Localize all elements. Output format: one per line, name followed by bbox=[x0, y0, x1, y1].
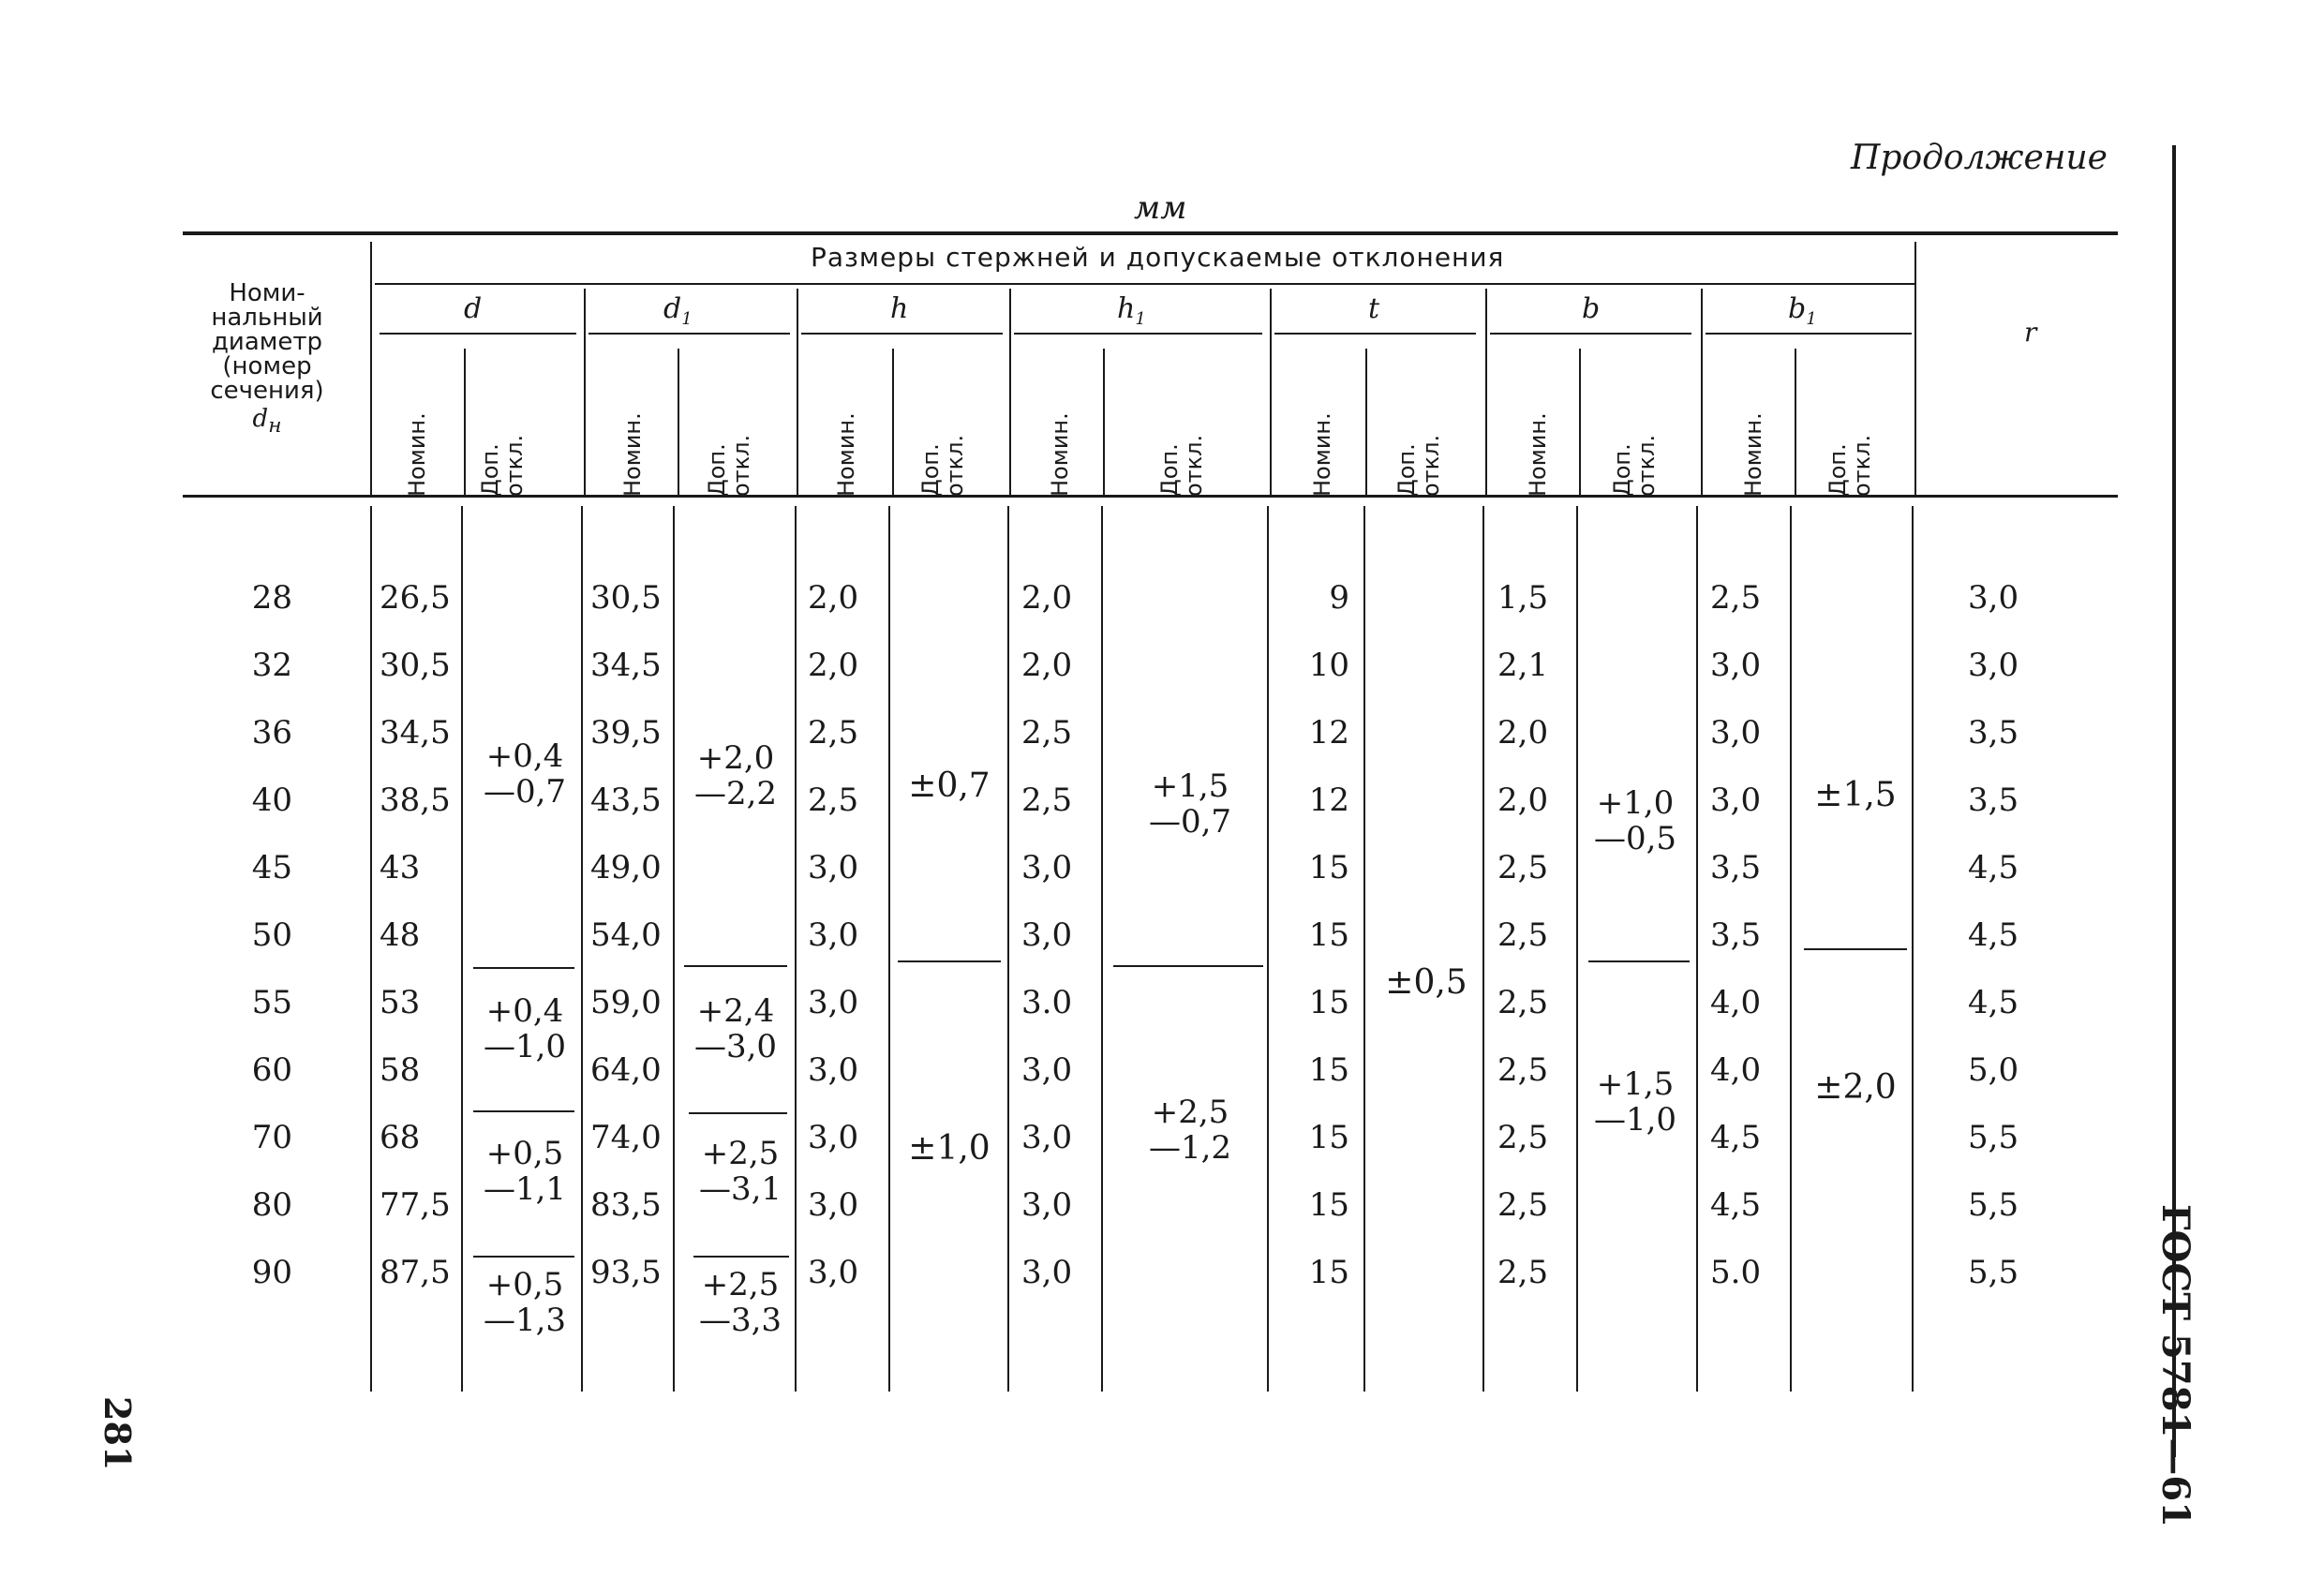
cell-t: 15 bbox=[1308, 916, 1349, 954]
grid-line bbox=[1485, 289, 1487, 495]
cell-t: 15 bbox=[1308, 1119, 1349, 1156]
grid-line bbox=[1795, 349, 1796, 495]
cell-dn: 90 bbox=[251, 1254, 292, 1291]
cell-dn: 70 bbox=[251, 1119, 292, 1156]
tol-d-4 bbox=[473, 1267, 576, 1338]
grid-line bbox=[464, 349, 466, 495]
grid-line bbox=[584, 289, 586, 495]
cell-t: 10 bbox=[1308, 647, 1349, 684]
group-rule bbox=[375, 283, 1916, 285]
tol-minus: —0,5 bbox=[1593, 820, 1677, 857]
cell-b1: 3,0 bbox=[1710, 647, 1762, 684]
tol-minus: —1,0 bbox=[483, 1028, 567, 1065]
cell-t: 12 bbox=[1308, 782, 1349, 819]
col-header-t bbox=[1368, 292, 1379, 325]
cell-d1: 59,0 bbox=[590, 984, 662, 1021]
tol-minus: —3,1 bbox=[698, 1170, 782, 1208]
tol-minus: —3,3 bbox=[698, 1302, 782, 1339]
grid-line bbox=[1267, 506, 1269, 1392]
cell-h1: 2,0 bbox=[1021, 579, 1073, 617]
cell-b: 2,0 bbox=[1497, 714, 1549, 752]
tol-b-1 bbox=[1584, 785, 1687, 856]
grid-line bbox=[1696, 506, 1698, 1392]
tol-t: ±0,5 bbox=[1385, 963, 1467, 1002]
subheader-nom: Номин. bbox=[833, 412, 859, 497]
subheader-nom: Номин. bbox=[619, 412, 646, 497]
cell-r: 3,5 bbox=[1968, 782, 2019, 819]
subheader-tol-line2: откл. bbox=[1849, 434, 1875, 497]
col-rule-h1 bbox=[1014, 333, 1262, 335]
cell-h1: 3,0 bbox=[1021, 1119, 1073, 1156]
cell-r: 3,5 bbox=[1968, 714, 2019, 752]
cell-d: 68 bbox=[380, 1119, 421, 1156]
col-rule-d bbox=[380, 333, 576, 335]
cell-b1: 4,0 bbox=[1710, 984, 1762, 1021]
cell-t: 15 bbox=[1308, 1254, 1349, 1291]
col-header-h1-sub: 1 bbox=[1135, 309, 1146, 329]
subheader-tol bbox=[478, 435, 527, 497]
subheader-tol-line1: Доп. bbox=[477, 443, 503, 497]
grid-line bbox=[370, 506, 372, 1392]
cell-h: 2,5 bbox=[808, 714, 859, 752]
cell-h: 3,0 bbox=[808, 1051, 859, 1089]
grid-line bbox=[888, 506, 890, 1392]
units-label: мм bbox=[1134, 189, 1187, 227]
tol-sep-d1-1 bbox=[684, 965, 787, 967]
cell-b: 2,5 bbox=[1497, 916, 1549, 954]
tol-h1-2 bbox=[1134, 1094, 1246, 1166]
tol-h1-1 bbox=[1134, 768, 1246, 840]
col-header-h1-sym: h bbox=[1117, 292, 1136, 325]
cell-dn: 80 bbox=[251, 1186, 292, 1224]
cell-h: 2,5 bbox=[808, 782, 859, 819]
col-header-d1-sym: d bbox=[663, 292, 682, 325]
cell-h1: 3,0 bbox=[1021, 1254, 1073, 1291]
tol-sep-b bbox=[1588, 960, 1690, 962]
cell-h: 3,0 bbox=[808, 1254, 859, 1291]
cell-b: 2,5 bbox=[1497, 1119, 1549, 1156]
cell-d1: 83,5 bbox=[590, 1186, 662, 1224]
cell-t: 9 bbox=[1329, 579, 1349, 617]
cell-dn: 55 bbox=[251, 984, 292, 1021]
continuation-label: Продолжение bbox=[1851, 139, 2108, 177]
cell-t: 15 bbox=[1308, 1186, 1349, 1224]
cell-b1: 3,5 bbox=[1710, 916, 1762, 954]
cell-d: 43 bbox=[380, 849, 421, 886]
tol-plus: +0,4 bbox=[485, 737, 564, 775]
grid-line bbox=[581, 506, 583, 1392]
cell-d1: 93,5 bbox=[590, 1254, 662, 1291]
col-header-d1 bbox=[663, 292, 693, 329]
tol-minus: —0,7 bbox=[483, 773, 567, 811]
cell-d: 53 bbox=[380, 984, 421, 1021]
cell-h1: 2,5 bbox=[1021, 782, 1073, 819]
table-top-rule bbox=[183, 231, 2118, 235]
tol-minus: —3,0 bbox=[693, 1028, 778, 1065]
cell-h: 3,0 bbox=[808, 1119, 859, 1156]
cell-t: 12 bbox=[1308, 714, 1349, 752]
cell-h: 2,0 bbox=[808, 579, 859, 617]
tol-plus: +1,5 bbox=[1151, 767, 1229, 805]
cell-r: 3,0 bbox=[1968, 579, 2019, 617]
nominal-column-title: Номи-нальный диаметр (номер сечения) bbox=[210, 279, 324, 405]
cell-b1: 5.0 bbox=[1710, 1254, 1762, 1291]
col-rule-b bbox=[1490, 333, 1691, 335]
tol-plus: +0,5 bbox=[485, 1266, 564, 1303]
tol-d-2 bbox=[473, 993, 576, 1064]
tol-d1-3 bbox=[689, 1136, 792, 1207]
subheader-tol bbox=[705, 435, 753, 497]
col-header-h1 bbox=[1117, 292, 1146, 329]
col-header-h bbox=[890, 292, 908, 325]
subheader-tol-line1: Доп. bbox=[704, 443, 730, 497]
col-rule-t bbox=[1274, 333, 1476, 335]
cell-h1: 3,0 bbox=[1021, 1186, 1073, 1224]
cell-h1: 2,0 bbox=[1021, 647, 1073, 684]
tol-plus: +2,5 bbox=[1151, 1094, 1229, 1131]
cell-b1: 3,5 bbox=[1710, 849, 1762, 886]
col-header-d-sym: d bbox=[464, 292, 483, 325]
tol-sep-d1-2 bbox=[689, 1112, 787, 1114]
subheader-tol-line2: откл. bbox=[1633, 434, 1660, 497]
subheader-nom: Номин. bbox=[1309, 412, 1335, 497]
nominal-symbol-sub: н bbox=[268, 414, 282, 439]
cell-r: 5,5 bbox=[1968, 1119, 2019, 1156]
subheader-nom: Номин. bbox=[1740, 412, 1766, 497]
grid-line bbox=[1914, 242, 1916, 495]
subheader-tol-line2: откл. bbox=[1418, 434, 1444, 497]
cell-t: 15 bbox=[1308, 1051, 1349, 1089]
cell-dn: 32 bbox=[251, 647, 292, 684]
tol-minus: —0,7 bbox=[1148, 803, 1232, 841]
cell-h1: 3,0 bbox=[1021, 916, 1073, 954]
subheader-tol-line2: откл. bbox=[1181, 434, 1207, 497]
col-header-b1-sym: b bbox=[1788, 292, 1807, 325]
tol-b1-1: ±1,5 bbox=[1814, 776, 1897, 814]
subheader-nom: Номин. bbox=[1047, 412, 1073, 497]
grid-line bbox=[1103, 349, 1105, 495]
tol-sep-d-2 bbox=[473, 1110, 574, 1112]
cell-b: 2,5 bbox=[1497, 1186, 1549, 1224]
grid-line bbox=[1101, 506, 1103, 1392]
col-rule-b1 bbox=[1706, 333, 1912, 335]
subheader-nom: Номин. bbox=[1525, 412, 1551, 497]
cell-b: 2,5 bbox=[1497, 849, 1549, 886]
col-header-h-sym: h bbox=[890, 292, 909, 325]
cell-h1: 3,0 bbox=[1021, 849, 1073, 886]
grid-line bbox=[1579, 349, 1581, 495]
tol-d-1 bbox=[473, 738, 576, 810]
col-header-d bbox=[464, 292, 482, 325]
cell-dn: 45 bbox=[251, 849, 292, 886]
subheader-tol bbox=[1157, 435, 1206, 497]
grid-line bbox=[1007, 506, 1009, 1392]
col-rule-d1 bbox=[588, 333, 790, 335]
tol-minus: —1,2 bbox=[1148, 1129, 1232, 1167]
cell-d1: 34,5 bbox=[590, 647, 662, 684]
cell-t: 15 bbox=[1308, 849, 1349, 886]
grid-line bbox=[1701, 289, 1703, 495]
col-header-t-sym: t bbox=[1368, 292, 1380, 325]
tol-sep-d-1 bbox=[473, 967, 574, 969]
cell-h: 2,0 bbox=[808, 647, 859, 684]
cell-d: 58 bbox=[380, 1051, 421, 1089]
col-rule-h bbox=[801, 333, 1003, 335]
cell-d: 87,5 bbox=[380, 1254, 451, 1291]
cell-b: 2,0 bbox=[1497, 782, 1549, 819]
tol-minus: —1,1 bbox=[483, 1170, 567, 1208]
grid-line bbox=[1363, 506, 1365, 1392]
tol-sep-h bbox=[898, 960, 1001, 962]
tol-sep-d1-3 bbox=[693, 1256, 789, 1258]
cell-r: 4,5 bbox=[1968, 984, 2019, 1021]
cell-b: 2,5 bbox=[1497, 1051, 1549, 1089]
grid-line bbox=[797, 289, 798, 495]
tol-minus: —2,2 bbox=[693, 775, 778, 812]
nominal-symbol: d bbox=[252, 405, 269, 433]
cell-b: 2,5 bbox=[1497, 1254, 1549, 1291]
tol-plus: +0,4 bbox=[485, 992, 564, 1030]
col-header-b bbox=[1582, 292, 1600, 325]
cell-dn: 40 bbox=[251, 782, 292, 819]
cell-d: 26,5 bbox=[380, 579, 451, 617]
tol-sep-h1 bbox=[1113, 965, 1263, 967]
cell-d: 34,5 bbox=[380, 714, 451, 752]
cell-d: 77,5 bbox=[380, 1186, 451, 1224]
cell-dn: 36 bbox=[251, 714, 292, 752]
cell-r: 5,5 bbox=[1968, 1186, 2019, 1224]
cell-h: 3,0 bbox=[808, 984, 859, 1021]
cell-r: 4,5 bbox=[1968, 916, 2019, 954]
cell-h: 3,0 bbox=[808, 849, 859, 886]
cell-h: 3,0 bbox=[808, 916, 859, 954]
tol-d1-1 bbox=[684, 740, 787, 811]
grid-line bbox=[795, 506, 797, 1392]
tol-plus: +1,0 bbox=[1596, 784, 1675, 822]
cell-d1: 64,0 bbox=[590, 1051, 662, 1089]
cell-b1: 2,5 bbox=[1710, 579, 1762, 617]
subheader-tol bbox=[918, 435, 967, 497]
col-header-b-sym: b bbox=[1582, 292, 1601, 325]
cell-r: 4,5 bbox=[1968, 849, 2019, 886]
cell-h1: 3,0 bbox=[1021, 1051, 1073, 1089]
tol-sep-d-3 bbox=[473, 1256, 574, 1258]
tol-minus: —1,0 bbox=[1593, 1101, 1677, 1139]
tol-sep-b1 bbox=[1804, 948, 1907, 950]
subheader-tol bbox=[1610, 435, 1659, 497]
subheader-tol-line2: откл. bbox=[728, 434, 754, 497]
tol-plus: +2,5 bbox=[701, 1266, 780, 1303]
group-title: Размеры стержней и допускаемые отклонения bbox=[811, 242, 1505, 273]
tol-h-2: ±1,0 bbox=[908, 1129, 991, 1168]
subheader-tol bbox=[1825, 435, 1874, 497]
cell-d1: 43,5 bbox=[590, 782, 662, 819]
tol-d-3 bbox=[473, 1136, 576, 1207]
tol-b1-2: ±2,0 bbox=[1814, 1068, 1897, 1107]
subheader-tol-line1: Доп. bbox=[917, 443, 944, 497]
cell-b1: 4,5 bbox=[1710, 1119, 1762, 1156]
cell-d1: 30,5 bbox=[590, 579, 662, 617]
cell-dn: 60 bbox=[251, 1051, 292, 1089]
grid-line bbox=[1270, 289, 1272, 495]
nominal-column-header bbox=[187, 281, 347, 439]
cell-dn: 50 bbox=[251, 916, 292, 954]
cell-dn: 28 bbox=[251, 579, 292, 617]
nominal-column-symbol bbox=[187, 407, 347, 439]
grid-line bbox=[1009, 289, 1011, 495]
subheader-tol-line1: Доп. bbox=[1393, 443, 1420, 497]
cell-h1: 2,5 bbox=[1021, 714, 1073, 752]
cell-b1: 3,0 bbox=[1710, 714, 1762, 752]
grid-line bbox=[1576, 506, 1578, 1392]
cell-b: 2,1 bbox=[1497, 647, 1549, 684]
cell-d1: 54,0 bbox=[590, 916, 662, 954]
page-number: 281 bbox=[97, 1396, 139, 1471]
cell-b: 2,5 bbox=[1497, 984, 1549, 1021]
cell-r: 5,5 bbox=[1968, 1254, 2019, 1291]
standard-number: ГОСТ 5781—61 bbox=[2153, 1204, 2197, 1527]
cell-d: 38,5 bbox=[380, 782, 451, 819]
cell-b: 1,5 bbox=[1497, 579, 1549, 617]
tol-b-2 bbox=[1584, 1066, 1687, 1138]
tol-plus: +0,5 bbox=[485, 1135, 564, 1172]
tol-d1-2 bbox=[684, 993, 787, 1064]
cell-b1: 4,0 bbox=[1710, 1051, 1762, 1089]
cell-d: 30,5 bbox=[380, 647, 451, 684]
subheader-tol-line1: Доп. bbox=[1156, 443, 1183, 497]
col-header-r: r bbox=[2024, 317, 2037, 348]
tol-d1-4 bbox=[689, 1267, 792, 1338]
subheader-tol-line2: откл. bbox=[942, 434, 968, 497]
col-header-b1 bbox=[1788, 292, 1817, 329]
subheader-tol-line2: откл. bbox=[501, 434, 528, 497]
cell-t: 15 bbox=[1308, 984, 1349, 1021]
cell-b1: 4,5 bbox=[1710, 1186, 1762, 1224]
tol-plus: +1,5 bbox=[1596, 1065, 1675, 1103]
subheader-tol-line1: Доп. bbox=[1825, 443, 1851, 497]
grid-line bbox=[678, 349, 679, 495]
tol-plus: +2,0 bbox=[696, 739, 775, 777]
cell-h: 3,0 bbox=[808, 1186, 859, 1224]
grid-line bbox=[1912, 506, 1914, 1392]
tol-h-1: ±0,7 bbox=[908, 767, 991, 805]
col-header-d1-sub: 1 bbox=[681, 309, 693, 329]
tol-minus: —1,3 bbox=[483, 1302, 567, 1339]
grid-line bbox=[892, 349, 894, 495]
subheader-tol bbox=[1394, 435, 1443, 497]
tol-plus: +2,5 bbox=[701, 1135, 780, 1172]
cell-d1: 39,5 bbox=[590, 714, 662, 752]
grid-line bbox=[1790, 506, 1792, 1392]
cell-d1: 49,0 bbox=[590, 849, 662, 886]
cell-r: 3,0 bbox=[1968, 647, 2019, 684]
col-header-b1-sub: 1 bbox=[1806, 309, 1817, 329]
cell-d1: 74,0 bbox=[590, 1119, 662, 1156]
cell-b1: 3,0 bbox=[1710, 782, 1762, 819]
grid-line bbox=[370, 242, 372, 495]
grid-line bbox=[1365, 349, 1367, 495]
cell-d: 48 bbox=[380, 916, 421, 954]
subheader-nom: Номин. bbox=[404, 412, 430, 497]
tol-plus: +2,4 bbox=[696, 992, 775, 1030]
cell-h1: 3.0 bbox=[1021, 984, 1073, 1021]
grid-line bbox=[1482, 506, 1484, 1392]
cell-r: 5,0 bbox=[1968, 1051, 2019, 1089]
subheader-tol-line1: Доп. bbox=[1609, 443, 1635, 497]
